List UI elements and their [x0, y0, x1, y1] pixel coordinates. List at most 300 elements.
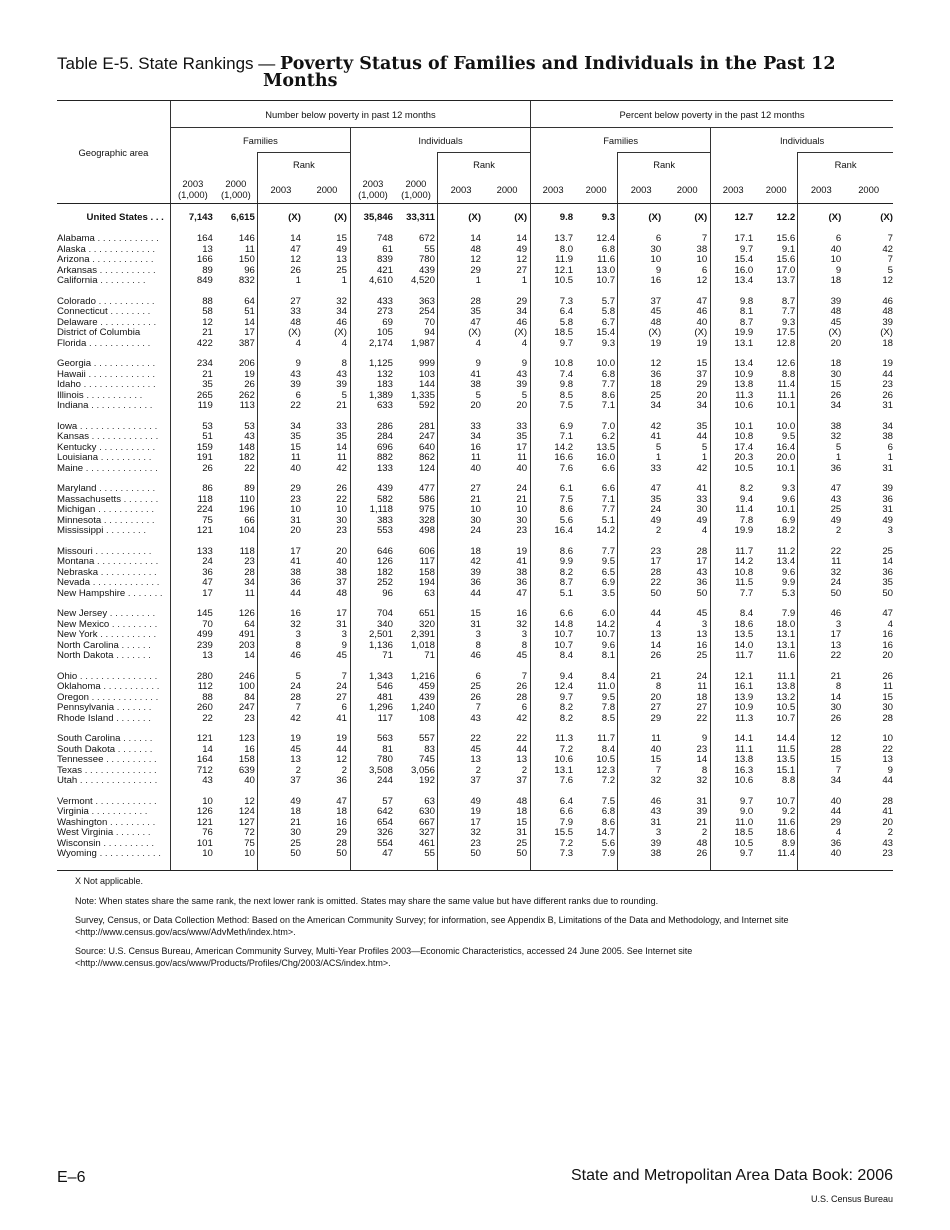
- table-cell: 16: [882, 639, 893, 651]
- table-cell: 19.9: [711, 328, 756, 339]
- table-cell: 13.7: [531, 234, 576, 245]
- table-cell: 224: [170, 505, 215, 516]
- table-cell: 7: [887, 233, 893, 244]
- table-cell: 34: [798, 401, 845, 412]
- table-cell: 7.7: [601, 545, 616, 557]
- rank-header: Rank: [618, 153, 711, 176]
- table-cell: 10.8: [531, 359, 576, 370]
- table-cell: 9.9: [531, 557, 576, 568]
- table-cell: 22: [618, 578, 665, 589]
- table-cell: 46: [618, 797, 665, 808]
- table-cell: 7.8: [711, 516, 756, 527]
- table-cell: 14: [696, 754, 708, 765]
- families-header: Families: [170, 128, 350, 153]
- table-cell: 43: [336, 368, 347, 380]
- table-cell: 26: [170, 464, 215, 475]
- table-cell: 47: [516, 587, 528, 599]
- table-cell: 8.7: [711, 318, 756, 329]
- leader-dots: . . . . . . . . . . .: [100, 682, 160, 692]
- table-cell: 16: [516, 608, 528, 619]
- state-row: [57, 380, 893, 391]
- table-cell: 48: [882, 306, 893, 317]
- leader-dots: . . . . . . .: [113, 828, 151, 838]
- table-cell: 12.6: [776, 358, 796, 369]
- table-cell: 11.2: [777, 545, 796, 557]
- geographic-area-name: Delaware . . . . . . . . . . .: [57, 317, 157, 328]
- table-cell: 6: [521, 702, 528, 713]
- table-cell: 21: [257, 818, 304, 829]
- table-cell: 11.7: [597, 733, 616, 744]
- table-cell: 24: [618, 505, 665, 516]
- leader-dots: . . . . . . . . . . . . . .: [82, 765, 157, 776]
- table-cell: 23: [244, 712, 255, 724]
- table-cell: 8.6: [531, 505, 576, 516]
- state-row: [57, 630, 893, 641]
- table-cell: 12: [257, 255, 304, 266]
- state-row: [57, 307, 893, 318]
- table-cell: 15.6: [776, 254, 796, 265]
- table-cell: 113: [239, 400, 255, 411]
- table-cell: 42: [696, 462, 708, 474]
- table-cell: 61: [350, 245, 395, 256]
- table-cell: 50: [257, 849, 304, 860]
- table-cell: (X): [334, 211, 347, 223]
- table-cell: 27: [437, 484, 484, 495]
- table-cell: 19: [336, 733, 347, 744]
- table-cell: 4: [257, 339, 304, 350]
- table-cell: 3: [887, 525, 893, 536]
- table-cell: 481: [350, 693, 395, 704]
- table-cell: 31: [336, 618, 347, 630]
- geographic-area-name: Oklahoma . . . . . . . . . . .: [57, 682, 160, 692]
- table-cell: 11.6: [777, 816, 796, 828]
- geographic-area-name: Minnesota . . . . . . . . . .: [57, 515, 155, 526]
- table-cell: 16.1: [711, 682, 756, 693]
- table-cell: 10.1: [776, 462, 796, 474]
- table-cell: 14.8: [531, 620, 576, 631]
- table-cell: 17: [696, 556, 708, 567]
- table-cell: 38: [798, 422, 845, 433]
- table-cell: 20: [882, 816, 893, 828]
- table-cell: 55: [424, 848, 435, 859]
- table-cell: 14.2: [711, 557, 756, 568]
- table-cell: 23: [516, 525, 528, 536]
- table-cell: 41: [336, 712, 347, 724]
- table-cell: 47: [882, 608, 893, 619]
- table-cell: 96: [244, 264, 255, 276]
- table-cell: 20.3: [711, 453, 756, 464]
- table-cell: 47: [257, 245, 304, 256]
- table-cell: 9.4: [711, 495, 756, 506]
- table-cell: (X): [514, 211, 528, 223]
- leader-dots: . . . . . . . . . . . .: [89, 255, 154, 265]
- table-cell: 20: [618, 693, 665, 704]
- table-cell: 606: [418, 545, 435, 557]
- table-cell: 13.4: [776, 556, 796, 567]
- table-cell: 35: [437, 307, 484, 318]
- table-cell: 9: [521, 358, 528, 369]
- table-cell: 36: [798, 464, 845, 475]
- table-cell: 30: [798, 370, 845, 381]
- table-cell: 498: [418, 525, 435, 536]
- spacer-row: [57, 787, 893, 797]
- table-cell: 459: [418, 681, 435, 692]
- table-cell: 45: [257, 745, 304, 756]
- geographic-area-name: Louisiana . . . . . . . . . .: [57, 453, 152, 463]
- geographic-area-name: South Dakota . . . . . . .: [57, 744, 153, 755]
- table-cell: 6.4: [531, 307, 576, 318]
- table-cell: 50: [336, 848, 347, 859]
- table-cell: 48: [257, 318, 304, 329]
- table-cell: 17: [336, 608, 347, 619]
- table-cell: 12: [516, 254, 528, 265]
- table-notes: [57, 876, 893, 977]
- number-group-header: Number below poverty in past 12 months: [170, 101, 530, 128]
- table-cell: 25: [882, 545, 893, 557]
- table-cell: 27: [516, 264, 528, 276]
- table-cell: (X): [880, 211, 893, 223]
- table-cell: 15: [696, 358, 708, 369]
- table-cell: 164: [170, 234, 215, 245]
- table-cell: 36: [170, 568, 215, 579]
- table-cell: 119: [170, 401, 215, 412]
- geographic-area-name: Georgia . . . . . . . . . . . .: [57, 359, 156, 369]
- table-cell: 11.0: [597, 681, 616, 692]
- table-cell: 999: [418, 358, 435, 369]
- table-cell: 6: [887, 441, 893, 453]
- table-cell: 14: [798, 693, 845, 704]
- table-cell: 7.9: [531, 818, 576, 829]
- table-cell: 6.5: [601, 566, 616, 578]
- leader-dots: . . . . . . . . . .: [98, 453, 152, 463]
- geographic-area-name: Hawaii . . . . . . . . . . . . .: [57, 369, 156, 380]
- leader-dots: . . . . . . . . . . . .: [94, 557, 159, 567]
- table-cell: 19: [696, 337, 708, 349]
- year-column-header: 2000 (1,000): [215, 175, 258, 204]
- table-cell: 20: [882, 650, 893, 661]
- table-cell: 11.7: [711, 547, 756, 558]
- table-cell: 10: [244, 848, 255, 859]
- leader-dots: . . . . . . . . . . .: [83, 390, 143, 401]
- table-cell: 10.8: [711, 432, 756, 443]
- table-cell: 39: [798, 297, 845, 308]
- table-cell: 16.0: [711, 266, 756, 277]
- table-cell: 4: [798, 828, 845, 839]
- table-cell: 35: [882, 577, 893, 588]
- table-cell: 14: [170, 745, 215, 756]
- table-cell: 328: [418, 514, 435, 526]
- table-cell: 461: [418, 837, 435, 849]
- table-cell: 9.3: [781, 483, 796, 494]
- table-cell: 46: [696, 306, 708, 317]
- leader-dots: . . . . . . . . . . .: [98, 567, 157, 578]
- table-cell: 34: [798, 776, 845, 787]
- table-cell: 10: [257, 505, 304, 516]
- title-main: Poverty Status of Families and Individuals in the Past 12: [280, 54, 836, 74]
- year-column-header: 2003: [798, 175, 845, 204]
- table-cell: 8.0: [531, 245, 576, 256]
- table-cell: 3: [701, 618, 708, 630]
- table-cell: 64: [244, 295, 255, 307]
- table-cell: 148: [238, 441, 255, 453]
- table-cell: 3: [437, 630, 484, 641]
- table-cell: 18: [618, 380, 665, 391]
- table-cell: 6.6: [531, 807, 576, 818]
- table-cell: (X): [618, 212, 665, 224]
- table-cell: 6.4: [531, 797, 576, 808]
- table-cell: 3,056: [410, 764, 435, 776]
- table-cell: 704: [350, 609, 395, 620]
- table-cell: 117: [419, 556, 435, 567]
- table-cell: 281: [418, 420, 435, 432]
- table-cell: 126: [350, 557, 395, 568]
- table-cell: 262: [238, 389, 255, 401]
- individuals-header: Individuals: [350, 128, 530, 153]
- geographic-area-name: Utah . . . . . . . . . . . . . . .: [57, 776, 158, 786]
- table-cell: 21: [170, 370, 215, 381]
- leader-dots: . . . . . . . . .: [107, 817, 156, 828]
- table-cell: 10.1: [776, 504, 796, 515]
- leader-dots: . . . . . . . .: [107, 307, 151, 317]
- table-cell: 12: [336, 754, 347, 765]
- table-cell: 745: [418, 754, 435, 765]
- table-cell: 2: [521, 764, 528, 776]
- table-cell: 42: [437, 557, 484, 568]
- agency-name: U.S. Census Bureau: [810, 1194, 893, 1204]
- table-cell: 1,216: [410, 670, 435, 682]
- table-cell: 7: [798, 766, 845, 777]
- leader-dots: . . . . . . . . . . . . .: [90, 578, 160, 588]
- geographic-area-name: Florida . . . . . . . . . . . .: [57, 338, 151, 349]
- table-cell: 11: [798, 557, 845, 568]
- state-row: [57, 339, 893, 350]
- table-cell: 3: [341, 629, 347, 640]
- table-cell: 15: [516, 816, 528, 828]
- geographic-area-name: Iowa . . . . . . . . . . . . . . .: [57, 421, 158, 432]
- table-cell: 12.7: [711, 212, 756, 224]
- table-cell: 7.5: [601, 795, 616, 807]
- table-cell: 26: [336, 483, 347, 494]
- table-cell: 6: [341, 702, 347, 713]
- table-cell: 34: [516, 306, 528, 317]
- table-cell: 42: [257, 714, 304, 725]
- table-cell: 557: [418, 733, 435, 744]
- table-cell: 12: [618, 359, 665, 370]
- table-cell: 33,311: [406, 211, 435, 223]
- table-cell: 32: [437, 828, 484, 839]
- table-cell: 9.5: [601, 556, 616, 567]
- leader-dots: . . . . . . . . . . .: [95, 505, 155, 515]
- table-cell: 49: [257, 797, 304, 808]
- table-cell: 6.6: [531, 609, 576, 620]
- table-cell: 17: [170, 589, 215, 600]
- table-cell: 38: [437, 380, 484, 391]
- table-cell: 40: [798, 797, 845, 808]
- table-cell: 22: [336, 493, 347, 505]
- table-cell: 26: [516, 681, 528, 692]
- table-cell: 39: [437, 568, 484, 579]
- table-cell: 882: [350, 453, 395, 464]
- table-cell: 43: [170, 776, 215, 787]
- note-source: Source: U.S. Census Bureau, American Community Survey, Multi-Year Profiles 2003—Economic Characteristics, accessed 24 June 2005. See Internet site <http://www.census.gov/acs/www/Products/Profiles/Chg/2003/ACS/index.htm>.: [75, 946, 693, 968]
- table-cell: 363: [418, 295, 435, 307]
- table-cell: 5: [437, 391, 484, 402]
- state-row: [57, 609, 893, 620]
- table-cell: 19.9: [711, 526, 756, 537]
- table-cell: 244: [350, 776, 395, 787]
- table-cell: 2,391: [410, 629, 435, 640]
- table-cell: 182: [238, 452, 255, 463]
- table-cell: 51: [244, 306, 255, 317]
- table-cell: 13.4: [711, 359, 756, 370]
- table-cell: (X): [694, 211, 708, 223]
- geographic-area-name: California . . . . . . . . .: [57, 276, 146, 286]
- table-cell: 499: [170, 630, 215, 641]
- table-cell: 145: [170, 609, 215, 620]
- table-cell: 43: [798, 495, 845, 506]
- table-cell: 28: [618, 568, 665, 579]
- state-row: [57, 849, 893, 860]
- table-cell: 1,240: [410, 702, 435, 713]
- leader-dots: . . . . . . .: [113, 713, 151, 724]
- table-cell: 11: [244, 243, 255, 255]
- table-cell: 11.0: [711, 818, 756, 829]
- geographic-area-name: Rhode Island . . . . . . .: [57, 713, 151, 724]
- table-cell: 23: [882, 379, 893, 390]
- table-cell: 10.5: [531, 276, 576, 287]
- table-cell: 36: [618, 370, 665, 381]
- table-cell: 47: [336, 795, 347, 807]
- table-cell: 45: [336, 650, 347, 661]
- table-cell: 14.4: [776, 733, 796, 744]
- table-cell: 10.5: [711, 839, 756, 850]
- table-cell: 46: [437, 651, 484, 662]
- table-cell: 20: [336, 545, 347, 557]
- table-cell: 12: [437, 255, 484, 266]
- table-cell: 18.6: [711, 620, 756, 631]
- state-row: [57, 328, 893, 339]
- table-cell: 15: [882, 691, 893, 703]
- table-cell: 6.8: [601, 806, 616, 817]
- table-cell: 16: [437, 443, 484, 454]
- table-cell: 7.4: [531, 370, 576, 381]
- note-not-applicable: X Not applicable.: [75, 876, 144, 886]
- table-cell: 26: [244, 379, 255, 390]
- table-cell: 35,846: [350, 212, 395, 224]
- leader-dots: . . . . . .: [118, 640, 151, 651]
- table-cell: 16.4: [776, 441, 796, 453]
- table-cell: 12.3: [596, 764, 616, 776]
- leader-dots: . . . . . . .: [121, 494, 159, 505]
- table-cell: 3: [521, 629, 528, 640]
- table-cell: 30: [336, 514, 347, 526]
- table-cell: 18: [257, 807, 304, 818]
- table-cell: 50: [437, 849, 484, 860]
- table-cell: 24: [336, 681, 347, 692]
- state-row: [57, 651, 893, 662]
- table-cell: 51: [170, 432, 215, 443]
- table-cell: 340: [350, 620, 395, 631]
- table-cell: 50: [798, 589, 845, 600]
- table-cell: 40: [257, 464, 304, 475]
- table-cell: 44: [516, 743, 528, 755]
- table-cell: 6.9: [601, 577, 616, 588]
- state-row: [57, 526, 893, 537]
- table-cell: 11.1: [711, 745, 756, 756]
- table-cell: 554: [350, 839, 395, 850]
- table-cell: 29: [696, 379, 708, 390]
- table-cell: 14: [437, 234, 484, 245]
- table-cell: 10.7: [596, 629, 616, 640]
- state-row: [57, 828, 893, 839]
- table-cell: 17.1: [711, 234, 756, 245]
- table-cell: 29: [618, 714, 665, 725]
- year-column-header: 2003 (1,000): [350, 175, 395, 204]
- table-cell: 10.6: [531, 755, 576, 766]
- table-cell: 12: [696, 275, 708, 286]
- spacer-row: [57, 349, 893, 359]
- table-cell: 4: [701, 525, 708, 536]
- table-cell: 43: [437, 714, 484, 725]
- table-cell: 4,610: [350, 276, 395, 287]
- table-cell: 17.5: [776, 327, 796, 338]
- table-cell: 2: [887, 827, 893, 838]
- table-cell: 11.1: [777, 670, 796, 682]
- table-cell: 15: [798, 755, 845, 766]
- table-cell: 22: [696, 712, 708, 724]
- rank-header: Rank: [257, 153, 350, 176]
- table-cell: 9.0: [711, 807, 756, 818]
- geographic-area-name: Arizona . . . . . . . . . . . .: [57, 255, 154, 265]
- table-cell: 50: [696, 587, 708, 599]
- note-method: Survey, Census, or Data Collection Method: Based on the American Community Survey; for information, see Appendix B, Limitations of the Data and Methodology, and Internet site <http://www.census.gov/acs/www/AdvMeth/index.htm>.: [75, 915, 789, 937]
- table-cell: 19: [618, 339, 665, 350]
- table-cell: 18: [336, 806, 347, 817]
- table-cell: 127: [238, 816, 255, 828]
- table-cell: 553: [350, 526, 395, 537]
- table-cell: 10: [437, 505, 484, 516]
- table-cell: 13.1: [531, 766, 576, 777]
- leader-dots: . . . . . . . . . . . . .: [89, 432, 159, 442]
- geographic-area-name: Oregon . . . . . . . . . . . . .: [57, 692, 159, 703]
- table-cell: 23: [336, 525, 347, 536]
- table-cell: 39: [336, 379, 347, 390]
- table-cell: 22: [882, 743, 893, 755]
- table-cell: 49: [798, 516, 845, 527]
- table-cell: 234: [170, 359, 215, 370]
- table-cell: 37: [618, 297, 665, 308]
- table-cell: 9.7: [531, 339, 576, 350]
- table-cell: 39: [618, 839, 665, 850]
- geographic-area-name: Kansas . . . . . . . . . . . . .: [57, 432, 159, 442]
- table-cell: 7.9: [781, 608, 796, 619]
- geographic-area-name: New Mexico . . . . . . . . .: [57, 619, 158, 630]
- table-cell: 284: [350, 432, 395, 443]
- table-cell: 13.1: [776, 639, 796, 651]
- table-cell: 94: [424, 327, 435, 338]
- table-cell: 35: [336, 431, 347, 442]
- table-cell: 1,296: [350, 703, 395, 714]
- table-cell: 15.5: [531, 828, 576, 839]
- leader-dots: . . . . . . . . . . . .: [86, 338, 151, 349]
- leader-dots: . . . . . . . . . . . . . . .: [77, 776, 158, 786]
- table-cell: 132: [350, 370, 395, 381]
- table-cell: 11.3: [711, 391, 756, 402]
- table-cell: 2,174: [350, 339, 395, 350]
- state-row: [57, 620, 893, 631]
- table-cell: 6.9: [781, 514, 796, 526]
- table-cell: 158: [418, 566, 435, 578]
